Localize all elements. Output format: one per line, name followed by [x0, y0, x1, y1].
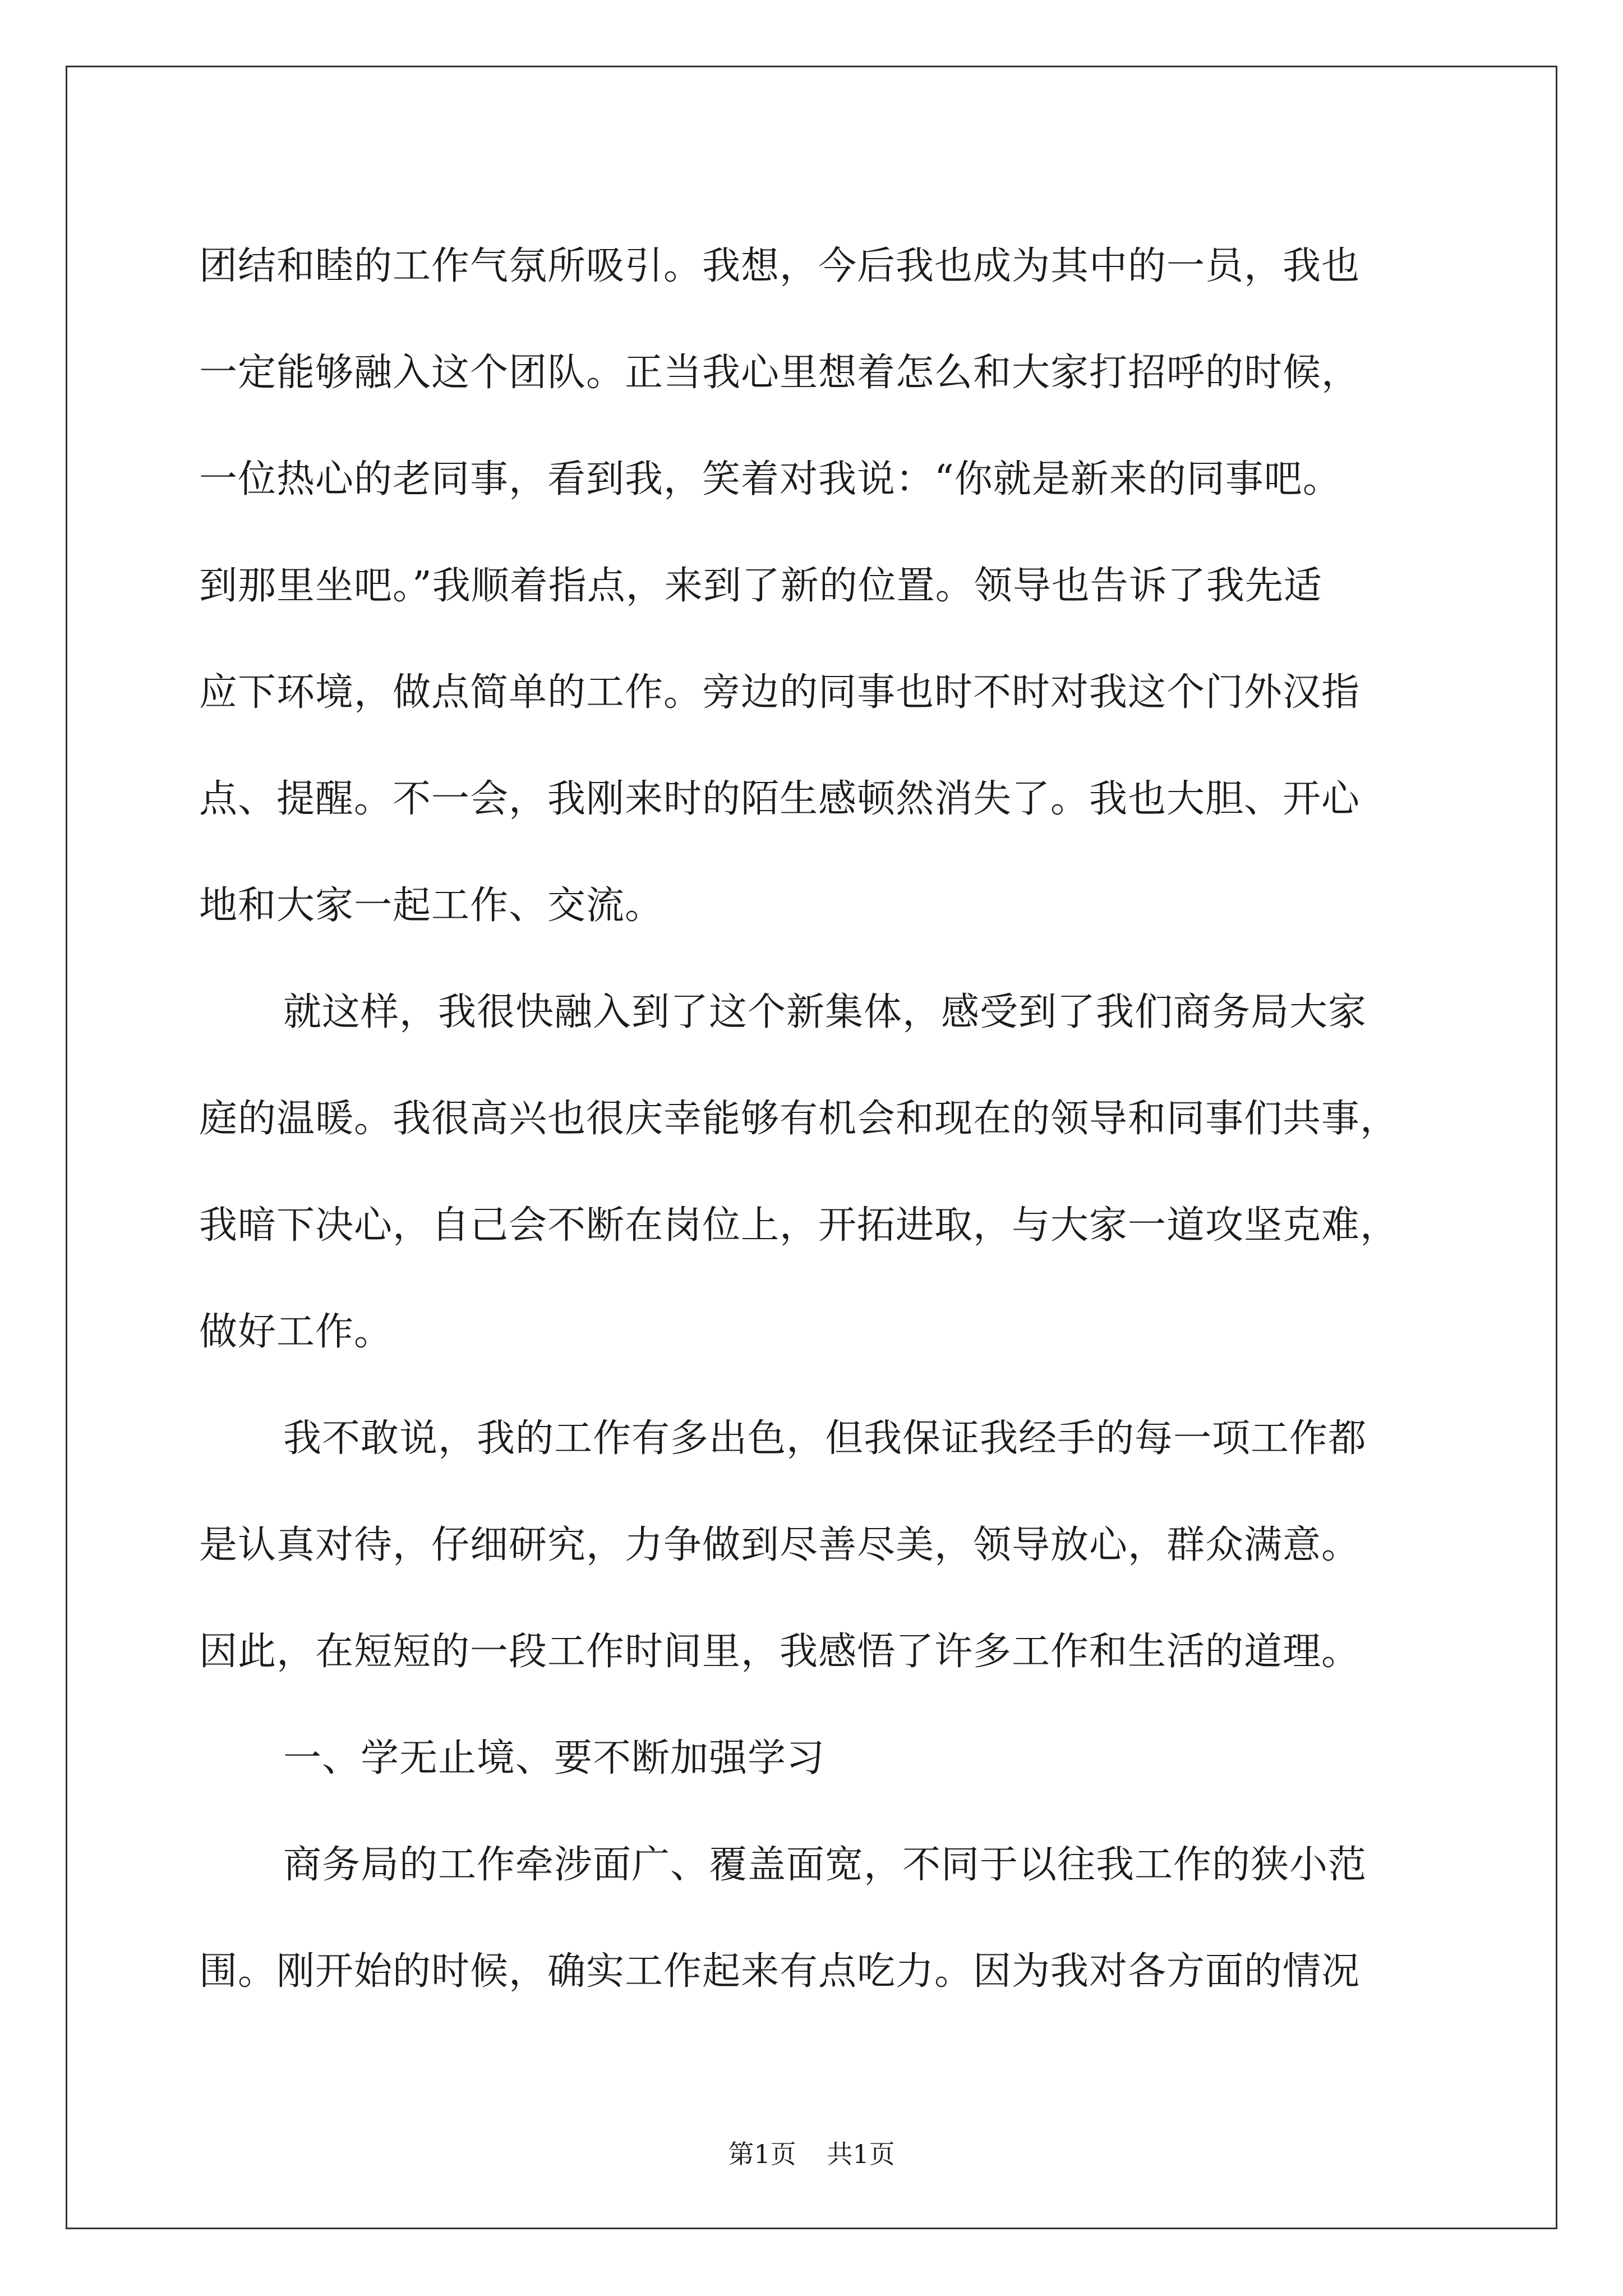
text-line: 庭的温暖。我很高兴也很庆幸能够有机会和现在的领导和同事们共事， — [199, 1097, 1399, 1141]
text-line: 我不敢说，我的工作有多出色，但我保证我经手的每一项工作都 — [283, 1416, 1367, 1461]
text-line: 团结和睦的工作气氛所吸引。我想，今后我也成为其中的一员，我也 — [199, 244, 1361, 288]
text-line: 商务局的工作牵涉面广、覆盖面宽，不同于以往我工作的狭小范 — [283, 1843, 1367, 1887]
text-line: 是认真对待，仔细研究，力争做到尽善尽美，领导放心，群众满意。 — [199, 1523, 1361, 1567]
text-line: 围。刚开始的时候，确实工作起来有点吃力。因为我对各方面的情况 — [199, 1949, 1361, 1994]
text-line: 做好工作。 — [199, 1310, 393, 1354]
text-line: 一定能够融入这个团队。正当我心里想着怎么和大家打招呼的时候， — [199, 351, 1361, 395]
text-line: 一、学无止境、要不断加强学习 — [283, 1736, 826, 1780]
text-line: 地和大家一起工作、交流。 — [199, 884, 664, 928]
text-line: 应下环境，做点简单的工作。旁边的同事也时不时对我这个门外汉指 — [199, 670, 1361, 715]
text-line: 点、提醒。不一会，我刚来时的陌生感顿然消失了。我也大胆、开心 — [199, 777, 1361, 821]
current-page-label: 第1页 — [728, 2139, 796, 2169]
text-line: 就这样，我很快融入到了这个新集体，感受到了我们商务局大家 — [283, 990, 1367, 1034]
page-footer — [0, 2137, 1623, 2171]
total-pages-label: 共1页 — [827, 2139, 895, 2169]
text-line: 一位热心的老同事，看到我，笑着对我说：“你就是新来的同事吧。 — [199, 457, 1341, 501]
text-line: 我暗下决心，自己会不断在岗位上，开拓进取，与大家一道攻坚克难， — [199, 1203, 1399, 1248]
text-line: 因此，在短短的一段工作时间里，我感悟了许多工作和生活的道理。 — [199, 1630, 1361, 1674]
text-line: 到那里坐吧。”我顺着指点，来到了新的位置。领导也告诉了我先适 — [199, 564, 1322, 608]
document-body — [199, 213, 1461, 2025]
